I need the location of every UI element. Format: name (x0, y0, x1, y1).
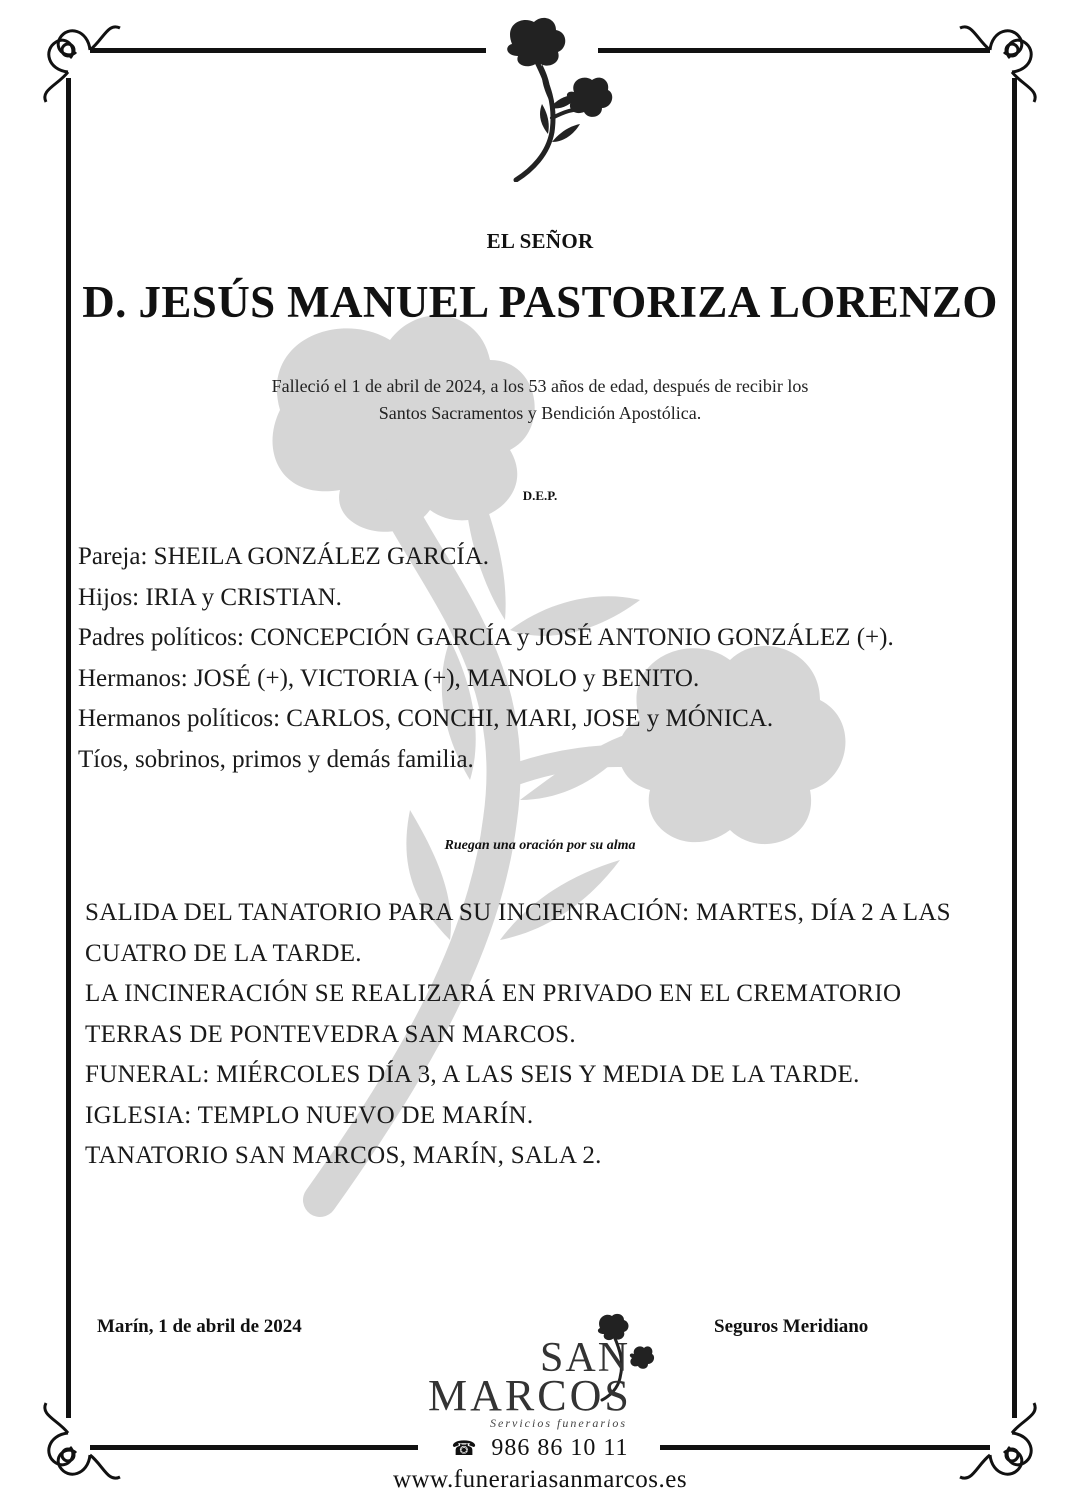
place-date: Marín, 1 de abril de 2024 (97, 1316, 302, 1337)
frame-top-right (598, 48, 990, 53)
ceremony-details (85, 893, 965, 1177)
telephone-icon: ☎ (451, 1436, 478, 1460)
death-notice-text (0, 373, 1080, 427)
ceremony-funeral: FUNERAL: MIÉRCOLES DÍA 3, A LAS SEIS Y MEDIA DE LA TARDE. (85, 1061, 860, 1088)
insurer-name: Seguros Meridiano (714, 1316, 869, 1337)
flower-icon (492, 14, 616, 182)
death-notice-line-1: Falleció el 1 de abril de 2024, a los 53 años de edad, después de recibir los (271, 376, 809, 396)
rip-abbreviation: D.E.P. (522, 488, 558, 503)
corner-ornament-top-left (28, 10, 128, 110)
san-marcos-logo (420, 1310, 660, 1440)
family-line-siblings: Hermanos: JOSÉ (+), VICTORIA (+), MANOLO y BENITO. (78, 664, 700, 692)
family-line-partner: Pareja: SHEILA GONZÁLEZ GARCÍA. (78, 543, 490, 570)
family-list (78, 537, 998, 780)
website-link[interactable]: www.funerariasanmarcos.es (392, 1466, 688, 1493)
frame-top-left (90, 48, 486, 53)
family-line-others: Tíos, sobrinos, primos y demás familia. (78, 745, 474, 773)
logo-tagline: Servicios funerarios (490, 1416, 627, 1430)
family-line-siblings-in-law: Hermanos políticos: CARLOS, CONCHI, MARI, JOSE y MÓNICA. (78, 705, 774, 732)
ceremony-funeral-home: TANATORIO SAN MARCOS, MARÍN, SALA 2. (85, 1142, 602, 1169)
death-notice-line-2: Santos Sacramentos y Bendición Apostólica. (378, 403, 702, 423)
ceremony-departure: SALIDA DEL TANATORIO PARA SU INCIENRACIÓN: MARTES, DÍA 2 A LAS CUATRO DE LA TARDE. (85, 899, 951, 967)
deceased-name: D. JESÚS MANUEL PASTORIZA LORENZO (82, 277, 998, 327)
logo-text-marcos: MARCOS (428, 1371, 632, 1420)
prayer-request: Ruegan una oración por su alma (444, 838, 636, 853)
family-line-in-laws: Padres políticos: CONCEPCIÓN GARCÍA y JOSÉ ANTONIO GONZÁLEZ (+). (78, 624, 894, 651)
logo-text-san: SAN (540, 1335, 631, 1381)
family-line-children: Hijos: IRIA y CRISTIAN. (78, 583, 342, 611)
phone-line (0, 1435, 1080, 1462)
ceremony-church: IGLESIA: TEMPLO NUEVO DE MARÍN. (85, 1101, 534, 1129)
honorific-title: EL SEÑOR (486, 229, 594, 253)
ceremony-cremation: LA INCINERACIÓN SE REALIZARÁ EN PRIVADO EN EL CREMATORIO TERRAS DE PONTEVEDRA SAN MARCOS. (85, 980, 902, 1048)
corner-ornament-top-right (952, 10, 1052, 110)
phone-number[interactable]: 986 86 10 11 (491, 1435, 629, 1461)
